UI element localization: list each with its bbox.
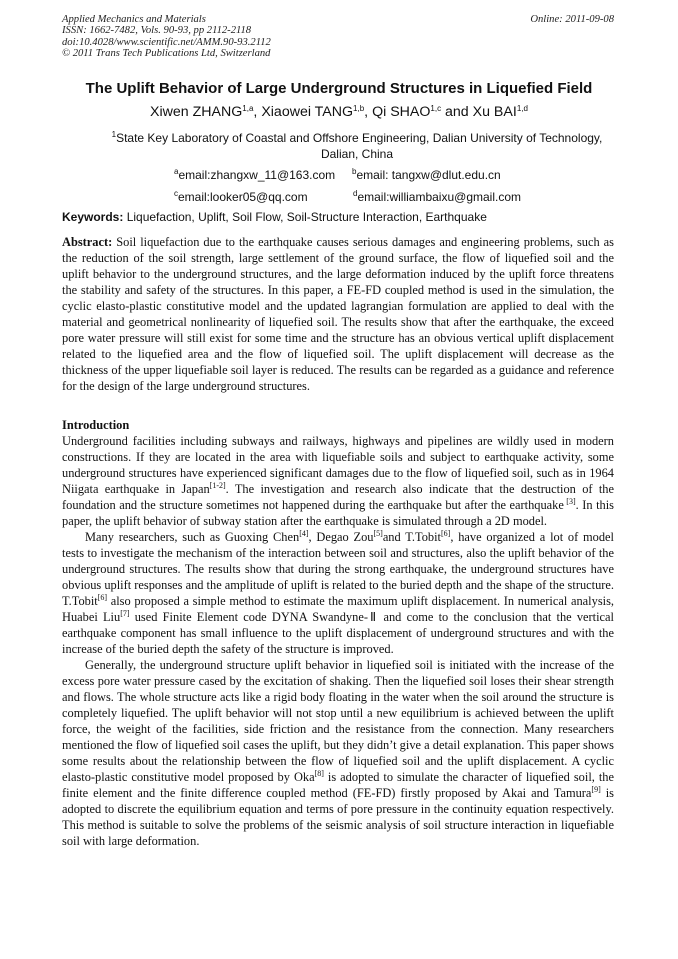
email-sup: c [174,189,178,198]
author-name: Xiwen ZHANG [150,104,243,120]
email-sup: a [174,167,179,176]
paragraph [62,529,614,657]
author-sep: and [441,104,473,120]
email-a[interactable] [174,168,335,182]
keywords-label: Keywords: [62,210,124,224]
author-sup: 1,b [353,104,365,113]
abstract-text: Soil liquefaction due to the earthquake causes serious damages and engineering problems, such as the reduction of the soil strength, large settlement of the ground surface, the flow of liquefied soil and the uplift behavior to the underground structures, and the large deformation induced by the uplift force threatens the stability and safety of the structures. In this paper, a FE-FD coupled method is used in the simulation, the cyclic elasto-plastic constitutive model and the updated lagrangian formulation are applied to deal with the material and geometrical nonlinearity of liquefied soil. The results show that after the earthquake, the exceed pore water pressure will still exist for some time and the structure has an obvious vertical uplift displacement related to the liquefied area and the flow of liquefied soil. The uplift displacement will decrease as the thickness of the upper liquefiable soil layer is reduced. The results can be regarded as a guidance and reference for the design of the large underground structures. [62,235,614,393]
citation: [3] [563,497,576,506]
email-text: email:williambaixu@gmail.com [357,190,522,204]
abstract-label: Abstract: [62,235,113,249]
author-name: Xu BAI [472,104,517,120]
paragraph [62,433,614,529]
paragraph-text: Many researchers, such as Guoxing Chen [85,530,300,544]
copyright-line: © 2011 Trans Tech Publications Ltd, Switzerland [62,47,271,59]
keywords [62,210,487,224]
issn-line: ISSN: 1662-7482, Vols. 90-93, pp 2112-2118 [62,25,252,37]
paragraph-text: also proposed a simple method to estimate the maximum uplift displacement. In numerical analysis, Huabei Liu [62,594,614,624]
abstract [62,234,614,394]
paragraph-text: Underground facilities including subways and railways, highways and pipelines are wildly used in modern constructions. If they are located in the area with liquefiable soils and subject to earthquake activity, some underground structures have experienced significant damages due to the flow of liquefied soil, such as in 1964 Niigata earthquake in Japan [62,434,614,496]
affiliation-sup: 1 [111,130,117,139]
introduction-section [62,417,614,849]
paragraph-text: , have organized a lot of model tests to investigate the mechanism of the interaction between soil and structures, also the uplift behavior of the underground structures. The results show that during the strong earthquake, the underground structures have obvious uplift responses and the amplitude of uplift is related to the buried depth and the shape of the structure. T.Tobit [62,530,615,608]
citation: [4] [299,529,309,538]
email-b[interactable] [352,168,501,182]
author-sep: , [364,104,373,120]
paragraph-text: , Degao Zou [308,530,374,544]
author-name: Qi SHAO [372,104,431,120]
email-sup: d [353,189,358,198]
author-name: Xiaowei TANG [261,104,354,120]
citation: [7] [120,609,130,618]
email-sup: b [352,167,357,176]
citation: [8] [314,769,324,778]
section-heading: Introduction [62,418,130,432]
email-text: email:looker05@qq.com [178,190,308,204]
affiliation [96,131,618,162]
citation: [1-2] [209,481,226,490]
paragraph-text: and T.Tobit [382,530,441,544]
affiliation-text: State Key Laboratory of Coastal and Offshore Engineering, Dalian University of Technology, Dalian, China [116,131,603,161]
journal-header [62,14,271,59]
paper-title: The Uplift Behavior of Large Underground Structures in Liquefied Field [85,80,593,97]
author-sup: 1,d [516,104,528,113]
author-sep: , [253,104,262,120]
paragraph-text: is adopted to simulate the character of liquefied soil, the finite element and the finite difference coupled method (FE-FD) firstly proposed by Akai and Tamura [62,770,614,800]
email-c[interactable] [174,190,308,204]
citation: [6] [441,529,451,538]
author-sup: 1,a [242,104,254,113]
paragraph-text: used Finite Element code DYNA Swandyne-Ⅱ and come to the conclusion that the vertical earthquake component has small influence to the uplift displacement of underground structures and with the increase of the buried depth the safety of the structure is improved. [62,610,614,656]
paragraph [62,657,614,849]
author-list [0,104,678,120]
paragraph-text: . The investigation and research also indicate that the destruction of the foundation and the structure sometimes not happened during the earthquake but after the earthquake [62,482,614,512]
paragraph-text: Generally, the underground structure uplift behavior in liquefied soil is initiated with the increase of the excess pore water pressure cased by the excitation of shaking. Then the liquefied soil loses their shear strength and flows. The whole structure acts like a rigid body floating in the water when the soil around the structure is completely liquefied. The uplift behavior will not stop until a new equilibrium is achieved between the uplift force, the weight of the facilities, side friction and the resistance from the connection. Many researchers mentioned the flow of liquefied soil cases the uplift, but they didn’t give a detail explanation. This paper shows some results about the relationship between the flow of liquefied soil and the uplift displacement. A cyclic elasto-plastic constitutive model proposed by Oka [62,658,614,784]
citation: [9] [591,785,601,794]
paragraph-text: is adopted to discrete the equilibrium equation and terms of pore pressure in the continuity equation respectively. This method is suitable to solve the problems of the seismic analysis of soil structure interaction in liquefiable soil with large deformation. [62,786,614,848]
email-d[interactable] [353,190,521,204]
citation: [6] [97,593,108,602]
citation: [5] [373,529,383,538]
author-sup: 1,c [430,104,442,113]
email-text: email:zhangxw_11@163.com [178,168,336,182]
journal-name: Applied Mechanics and Materials [62,14,206,25]
email-text: email: tangxw@dlut.edu.cn [356,168,501,182]
paragraph-text: . In this paper, the uplift behavior of subway station after the earthquake is simulated through a 2D model. [62,498,614,528]
online-date: Online: 2011-09-08 [530,14,614,25]
doi-line[interactable]: doi:10.4028/www.scientific.net/AMM.90-93.2112 [62,36,271,48]
keywords-text: Liquefaction, Uplift, Soil Flow, Soil-Structure Interaction, Earthquake [123,210,487,224]
